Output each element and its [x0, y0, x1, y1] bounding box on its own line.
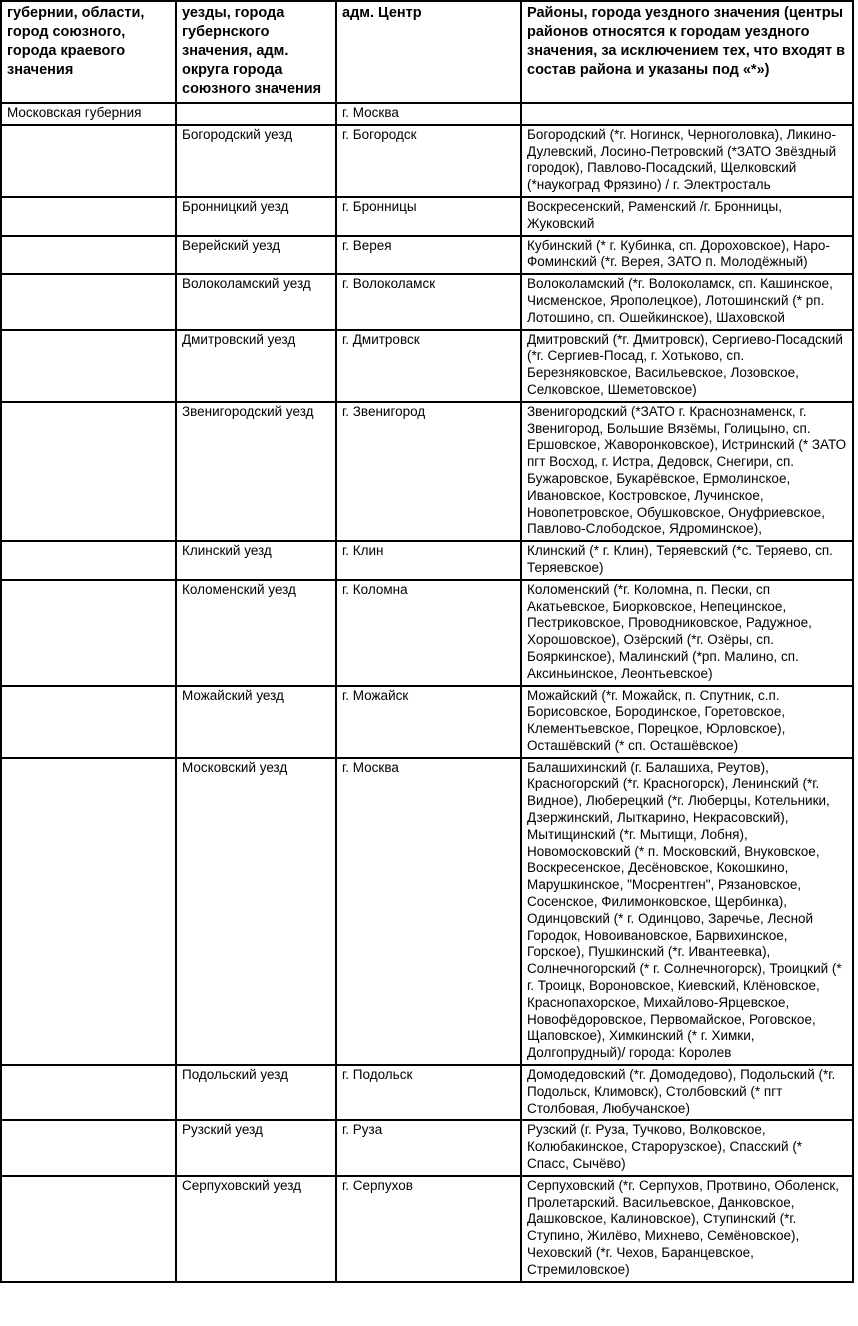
cell-adm-center: г. Москва [336, 758, 521, 1065]
cell-guberniya [1, 125, 176, 197]
cell-adm-center: г. Волоколамск [336, 274, 521, 329]
cell-rayony: Богородский (*г. Ногинск, Черноголовка), Ликино-Дулевский, Лосино-Петровский (*ЗАТО Звёздный городок), Павлово-Посадский, Щелковский (*наукоград Фрязино) / г. Электросталь [521, 125, 853, 197]
cell-rayony: Воскресенский, Раменский /г. Бронницы, Жуковский [521, 197, 853, 236]
cell-guberniya [1, 402, 176, 541]
cell-adm-center: г. Клин [336, 541, 521, 580]
cell-adm-center: г. Коломна [336, 580, 521, 686]
cell-rayony: Волоколамский (*г. Волоколамск, сп. Кашинское, Чисменское, Ярополецкое), Лотошинский (* рп. Лотошино, сп. Ошейкинское), Шаховской [521, 274, 853, 329]
header-uezdy: уезды, города губернского значения, адм. округа города союзного значения [176, 1, 336, 103]
table-row [1, 197, 853, 236]
header-rayony: Районы, города уездного значения (центры районов относятся к городам уездного значения, за исключением тех, что входят в состав района и указаны под «*») [521, 1, 853, 103]
cell-uezd: Подольский уезд [176, 1065, 336, 1120]
table-row [1, 125, 853, 197]
cell-guberniya [1, 274, 176, 329]
table-row [1, 402, 853, 541]
cell-uezd: Рузский уезд [176, 1120, 336, 1175]
table-row [1, 103, 853, 125]
cell-uezd [176, 103, 336, 125]
table-header [1, 1, 853, 103]
cell-guberniya [1, 541, 176, 580]
header-row [1, 1, 853, 103]
table-row [1, 274, 853, 329]
table-row [1, 580, 853, 686]
header-adm-center: адм. Центр [336, 1, 521, 103]
cell-uezd: Волоколамский уезд [176, 274, 336, 329]
cell-adm-center: г. Верея [336, 236, 521, 275]
cell-uezd: Клинский уезд [176, 541, 336, 580]
cell-adm-center: г. Руза [336, 1120, 521, 1175]
table-row [1, 758, 853, 1065]
table-row [1, 236, 853, 275]
cell-guberniya [1, 1065, 176, 1120]
cell-uezd: Богородский уезд [176, 125, 336, 197]
cell-adm-center: г. Подольск [336, 1065, 521, 1120]
cell-rayony: Серпуховский (*г. Серпухов, Протвино, Оболенск, Пролетарский. Васильевское, Данковское, Дашковское, Калиновское), Ступинский (*г. Ступино, Жилёво, Михнево, Семёновское), Чеховский (*г. Чехов, Баранцевское, Стремиловское) [521, 1176, 853, 1282]
cell-rayony: Коломенский (*г. Коломна, п. Пески, сп Акатьевское, Биорковское, Непецинское, Пестриковское, Проводниковское, Радужное, Хорошовское), Озёрский (*г. Озёры, сп. Бояркинское), Малинский (*рп. Малино, сп. Аксиньинское, Леонтьевское) [521, 580, 853, 686]
cell-adm-center: г. Дмитровск [336, 330, 521, 402]
cell-guberniya [1, 580, 176, 686]
table-row [1, 686, 853, 758]
table-body [1, 103, 853, 1282]
table-row [1, 1120, 853, 1175]
cell-guberniya [1, 686, 176, 758]
cell-guberniya [1, 1120, 176, 1175]
cell-guberniya: Московская губерния [1, 103, 176, 125]
cell-adm-center: г. Серпухов [336, 1176, 521, 1282]
cell-uezd: Дмитровский уезд [176, 330, 336, 402]
table-row [1, 330, 853, 402]
cell-rayony: Рузский (г. Руза, Тучково, Волковское, Колюбакинское, Старорузское), Спасский (* Спасс, Сычёво) [521, 1120, 853, 1175]
cell-uezd: Серпуховский уезд [176, 1176, 336, 1282]
header-gubernii: губернии, области, город союзного, города краевого значения [1, 1, 176, 103]
cell-adm-center: г. Москва [336, 103, 521, 125]
cell-rayony: Кубинский (* г. Кубинка, сп. Дороховское), Наро-Фоминский (*г. Верея, ЗАТО п. Молодёжный) [521, 236, 853, 275]
cell-uezd: Бронницкий уезд [176, 197, 336, 236]
cell-rayony [521, 103, 853, 125]
cell-guberniya [1, 236, 176, 275]
cell-guberniya [1, 1176, 176, 1282]
cell-uezd: Звенигородский уезд [176, 402, 336, 541]
cell-rayony: Балашихинский (г. Балашиха, Реутов), Красногорский (*г. Красногорск), Ленинский (*г. Видное), Люберецкий (*г. Люберцы, Котельники, Дзержинский, Лыткарино, Некрасовский), Мытищинский (*г. Мытищи, Лобня), Новомосковский (* п. Московский, Внуковское, Воскресенское, Десёновское, Кокошкино, Марушкинское, "Мосрентген", Рязановское, Сосенское, Филимонковское, Щербинка), Одинцовский (* г. Одинцово, Заречье, Лесной Городок, Новоивановское, Барвихинское, Горское), Пушкинский (*г. Ивантеевка), Солнечногорский (* г. Солнечногорск), Троицкий (* г. Троицк, Вороновское, Киевский, Клёновское, Краснопахорское, Михайлово-Ярцевское, Новофёдоровское, Первомайское, Роговское, Щаповское), Химкинский (* г. Химки, Долгопрудный)/ города: Королев [521, 758, 853, 1065]
cell-guberniya [1, 197, 176, 236]
cell-adm-center: г. Можайск [336, 686, 521, 758]
cell-rayony: Домодедовский (*г. Домодедово), Подольский (*г. Подольск, Климовск), Столбовский (* пгт Столбовая, Любучанское) [521, 1065, 853, 1120]
cell-uezd: Коломенский уезд [176, 580, 336, 686]
cell-uezd: Можайский уезд [176, 686, 336, 758]
cell-guberniya [1, 758, 176, 1065]
cell-guberniya [1, 330, 176, 402]
cell-adm-center: г. Богородск [336, 125, 521, 197]
cell-rayony: Клинский (* г. Клин), Теряевский (*с. Теряево, сп. Теряевское) [521, 541, 853, 580]
cell-uezd: Верейский уезд [176, 236, 336, 275]
cell-adm-center: г. Звенигород [336, 402, 521, 541]
cell-adm-center: г. Бронницы [336, 197, 521, 236]
cell-rayony: Можайский (*г. Можайск, п. Спутник, с.п. Борисовское, Бородинское, Горетовское, Клементьевское, Порецкое, Юрловское), Осташёвский (* сп. Осташёвское) [521, 686, 853, 758]
cell-rayony: Дмитровский (*г. Дмитровск), Сергиево-Посадский (*г. Сергиев-Посад, г. Хотьково, сп. Березняковское, Васильевское, Лозовское, Селковское, Шеметовское) [521, 330, 853, 402]
cell-uezd: Московский уезд [176, 758, 336, 1065]
table-row [1, 1176, 853, 1282]
table-row [1, 1065, 853, 1120]
cell-rayony: Звенигородский (*ЗАТО г. Краснознаменск, г. Звенигород, Большие Вязёмы, Голицыно, сп. Ершовское, Жаворонковское), Истринский (* ЗАТО пгт Восход, г. Истра, Дедовск, Снегири, сп. Бужаровское, Букарёвское, Ермолинское, Ивановское, Костровское, Лучинское, Новопетровское, Обушковское, Онуфриевское, Павлово-Слободское, Ядроминское), [521, 402, 853, 541]
table-row [1, 541, 853, 580]
